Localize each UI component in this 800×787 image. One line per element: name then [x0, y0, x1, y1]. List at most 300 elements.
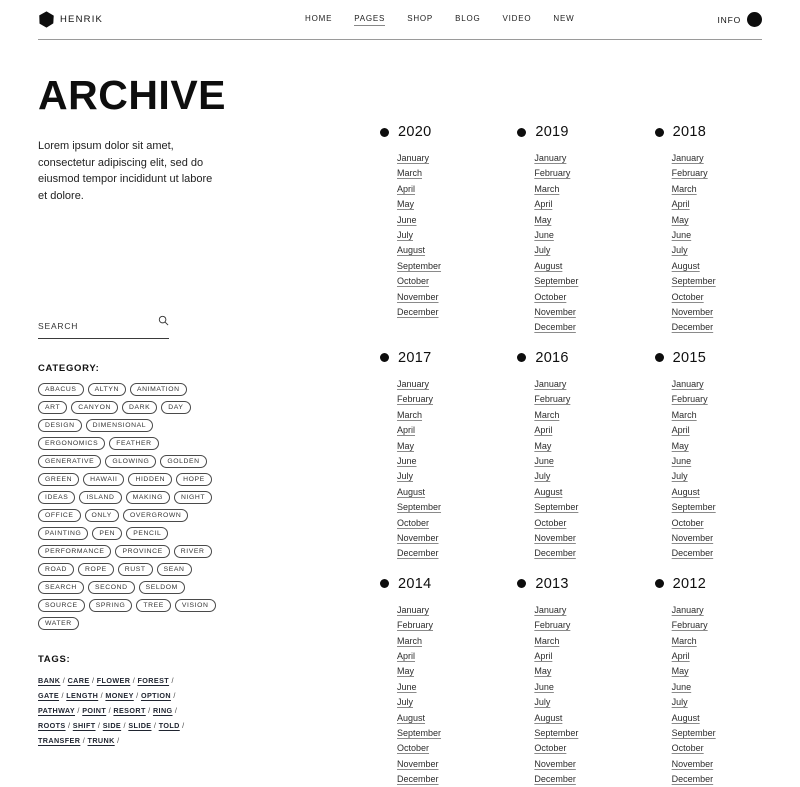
category-pill[interactable]: ONLY — [85, 509, 119, 522]
month-list — [534, 602, 624, 787]
month-list-item — [534, 304, 624, 319]
category-pill[interactable]: HOPE — [176, 473, 212, 486]
month-link-2012-march[interactable]: March — [671, 635, 697, 646]
month-link-2017-september[interactable]: September — [397, 502, 442, 513]
month-list-item — [534, 407, 624, 422]
month-link-2019-september[interactable]: September — [534, 276, 579, 287]
category-pill[interactable]: RIVER — [174, 545, 212, 558]
month-link-2017-july[interactable]: July — [397, 471, 414, 482]
month-link-2014-april[interactable]: April — [397, 650, 416, 661]
month-list-item — [397, 227, 487, 242]
month-link-2020-march[interactable]: March — [397, 168, 423, 179]
year-block-2017 — [380, 350, 487, 561]
month-link-2020-october[interactable]: October — [397, 276, 430, 287]
tag-separator: / — [60, 676, 68, 685]
month-link-2016-june[interactable]: June — [534, 455, 554, 466]
category-pill[interactable]: NIGHT — [174, 491, 212, 504]
month-link-2015-january[interactable]: January — [671, 378, 704, 389]
month-link-2012-october[interactable]: October — [671, 743, 704, 754]
month-link-2018-october[interactable]: October — [671, 291, 704, 302]
month-list-item — [672, 227, 762, 242]
month-list-item — [397, 617, 487, 632]
month-list-item — [534, 648, 624, 663]
month-link-2013-january[interactable]: January — [534, 604, 567, 615]
month-list — [397, 376, 487, 561]
month-link-2012-june[interactable]: June — [671, 681, 692, 692]
category-pill[interactable]: CANYON — [71, 401, 118, 414]
month-link-2012-september[interactable]: September — [671, 728, 716, 738]
month-link-2018-january[interactable]: January — [671, 153, 704, 163]
nav-item-shop[interactable]: SHOP — [407, 14, 434, 23]
month-list-item — [397, 438, 487, 453]
search-box — [38, 316, 169, 339]
month-list-item — [672, 740, 762, 755]
category-pill[interactable]: WATER — [38, 617, 79, 630]
month-list-item — [534, 679, 624, 694]
month-link-2019-june[interactable]: June — [534, 230, 554, 241]
category-pill[interactable]: DESIGN — [38, 419, 82, 432]
month-link-2018-february[interactable]: February — [671, 168, 708, 179]
month-list-item — [534, 756, 624, 771]
month-link-2014-june[interactable]: June — [397, 681, 417, 692]
month-link-2013-may[interactable]: May — [534, 666, 552, 677]
tag-separator: / — [145, 706, 153, 715]
month-list-item — [672, 258, 762, 273]
tag-separator: / — [95, 721, 103, 730]
main-content — [0, 40, 800, 787]
month-list-item — [534, 663, 624, 678]
month-link-2012-april[interactable]: April — [671, 650, 690, 661]
month-link-2014-march[interactable]: March — [397, 635, 423, 646]
category-pill[interactable]: RUST — [118, 563, 153, 576]
month-list-item — [534, 484, 624, 499]
month-list-item — [397, 530, 487, 545]
category-pill[interactable]: VISION — [175, 599, 216, 612]
category-pill[interactable]: GLOWING — [105, 455, 156, 468]
category-pill[interactable]: DARK — [122, 401, 157, 414]
month-link-2017-february[interactable]: February — [397, 394, 434, 405]
month-list-item — [672, 150, 762, 165]
month-link-2017-december[interactable]: December — [397, 548, 439, 559]
month-list-item — [534, 740, 624, 755]
month-link-2014-february[interactable]: February — [397, 620, 434, 631]
month-link-2015-april[interactable]: April — [671, 425, 690, 436]
year-header — [517, 350, 624, 366]
month-link-2016-august[interactable]: August — [534, 486, 563, 497]
month-link-2016-january[interactable]: January — [534, 378, 567, 389]
info-button[interactable] — [717, 12, 762, 27]
month-link-2017-may[interactable]: May — [397, 440, 415, 451]
tag-link[interactable]: POINT — [82, 706, 107, 715]
month-link-2020-december[interactable]: December — [397, 307, 439, 318]
month-list-item — [534, 545, 624, 560]
category-pill[interactable]: ROAD — [38, 563, 74, 576]
bullet-icon — [380, 128, 389, 137]
info-dot-icon — [747, 12, 762, 27]
month-list-item — [397, 258, 487, 273]
month-link-2012-february[interactable]: February — [671, 620, 708, 631]
month-link-2016-april[interactable]: April — [534, 425, 553, 436]
month-list-item — [672, 165, 762, 180]
month-list-item — [397, 602, 487, 617]
month-list-item — [397, 376, 487, 391]
category-pill[interactable]: ROPE — [78, 563, 114, 576]
year-header — [655, 350, 762, 366]
month-link-2017-november[interactable]: November — [397, 532, 439, 543]
month-list-item — [397, 422, 487, 437]
category-pill[interactable]: ANIMATION — [130, 383, 187, 396]
logo[interactable] — [38, 11, 103, 28]
month-link-2013-april[interactable]: April — [534, 650, 553, 661]
month-link-2013-july[interactable]: July — [534, 697, 551, 708]
month-list-item — [397, 499, 487, 514]
month-list-item — [672, 648, 762, 663]
month-list-item — [397, 633, 487, 648]
month-list-item — [397, 725, 487, 740]
year-block-2019 — [517, 124, 624, 335]
month-list-item — [672, 710, 762, 725]
year-label: 2014 — [398, 575, 432, 592]
month-link-2020-june[interactable]: June — [397, 214, 417, 225]
month-link-2018-may[interactable]: May — [671, 214, 689, 225]
month-list-item — [534, 212, 624, 227]
month-link-2015-november[interactable]: November — [671, 532, 714, 543]
month-link-2013-november[interactable]: November — [534, 758, 576, 769]
year-label: 2019 — [535, 124, 569, 140]
category-pill[interactable]: FEATHER — [109, 437, 158, 450]
month-link-2019-february[interactable]: February — [534, 168, 571, 179]
month-list-item — [672, 694, 762, 709]
category-pill[interactable]: HIDDEN — [128, 473, 172, 486]
month-link-2019-december[interactable]: December — [534, 322, 576, 333]
category-pill[interactable]: PENCIL — [126, 527, 168, 540]
month-link-2014-july[interactable]: July — [397, 697, 414, 708]
month-list-item — [534, 319, 624, 334]
category-pill[interactable]: ABACUS — [38, 383, 84, 396]
tag-link[interactable]: BANK — [38, 676, 61, 685]
tag-separator: / — [59, 691, 67, 700]
month-link-2013-march[interactable]: March — [534, 635, 560, 646]
month-link-2020-july[interactable]: July — [397, 230, 414, 241]
month-list-item — [397, 515, 487, 530]
month-link-2016-december[interactable]: December — [534, 548, 576, 559]
month-link-2019-may[interactable]: May — [534, 214, 552, 225]
month-link-2017-january[interactable]: January — [397, 378, 430, 389]
month-list-item — [672, 771, 762, 786]
month-list-item — [672, 679, 762, 694]
month-list-item — [534, 694, 624, 709]
month-link-2016-february[interactable]: February — [534, 394, 571, 405]
month-link-2015-june[interactable]: June — [671, 455, 692, 466]
month-list-item — [397, 273, 487, 288]
category-pill[interactable]: ALTYN — [88, 383, 126, 396]
category-label: CATEGORY: — [38, 363, 100, 374]
tag-link[interactable]: MONEY — [105, 691, 134, 700]
category-pill[interactable]: MAKING — [126, 491, 170, 504]
month-list-item — [672, 304, 762, 319]
tag-link[interactable]: CARE — [67, 676, 90, 685]
month-list-item — [534, 242, 624, 257]
category-pill[interactable]: DIMENSIONAL — [86, 419, 153, 432]
month-link-2015-august[interactable]: August — [671, 486, 700, 497]
year-header — [517, 124, 624, 140]
category-pill[interactable]: ART — [38, 401, 67, 414]
month-link-2012-august[interactable]: August — [671, 712, 700, 723]
tag-separator: / — [133, 691, 141, 700]
month-list-item — [672, 468, 762, 483]
tag-link[interactable]: GATE — [38, 691, 60, 700]
category-pill[interactable]: SPRING — [89, 599, 133, 612]
bullet-icon — [655, 353, 664, 362]
month-link-2020-april[interactable]: April — [397, 183, 416, 194]
month-list-item — [534, 273, 624, 288]
month-link-2020-august[interactable]: August — [397, 245, 426, 256]
info-label: INFO — [717, 14, 741, 25]
month-list-item — [534, 633, 624, 648]
month-list-item — [534, 196, 624, 211]
month-link-2017-april[interactable]: April — [397, 425, 416, 436]
month-list-item — [397, 242, 487, 257]
month-link-2015-september[interactable]: September — [671, 502, 716, 513]
month-link-2018-june[interactable]: June — [671, 230, 692, 241]
year-label: 2012 — [672, 575, 707, 592]
category-pill[interactable]: PERFORMANCE — [38, 545, 111, 558]
month-link-2018-november[interactable]: November — [671, 307, 714, 318]
month-link-2020-may[interactable]: May — [397, 199, 415, 210]
tag-link[interactable]: TRUNK — [87, 736, 115, 745]
month-list-item — [534, 515, 624, 530]
month-list-item — [397, 710, 487, 725]
bullet-icon — [517, 579, 526, 588]
month-link-2015-december[interactable]: December — [671, 548, 714, 559]
nav-item-home[interactable]: HOME — [305, 14, 333, 23]
year-label: 2020 — [398, 124, 432, 140]
year-label: 2015 — [672, 349, 707, 366]
month-link-2014-august[interactable]: August — [397, 712, 426, 723]
month-link-2015-may[interactable]: May — [671, 440, 689, 451]
month-link-2017-march[interactable]: March — [397, 409, 423, 420]
month-link-2019-july[interactable]: July — [534, 245, 551, 256]
month-list-item — [397, 756, 487, 771]
month-list-item — [534, 499, 624, 514]
category-pill[interactable]: OFFICE — [38, 509, 81, 522]
tag-link[interactable]: LENGTH — [66, 691, 99, 700]
tag-separator: / — [130, 676, 138, 685]
month-link-2017-august[interactable]: August — [397, 486, 426, 497]
month-list-item — [397, 663, 487, 678]
month-link-2016-may[interactable]: May — [534, 440, 552, 451]
month-list-item — [672, 438, 762, 453]
month-link-2020-september[interactable]: September — [397, 260, 442, 271]
month-link-2018-august[interactable]: August — [671, 260, 700, 271]
month-link-2016-july[interactable]: July — [534, 471, 551, 482]
month-list-item — [534, 376, 624, 391]
category-pill[interactable]: DAY — [161, 401, 190, 414]
month-link-2012-may[interactable]: May — [671, 666, 689, 677]
month-link-2020-january[interactable]: January — [397, 153, 430, 163]
category-pill[interactable]: SECOND — [88, 581, 135, 594]
month-link-2015-march[interactable]: March — [671, 409, 697, 420]
page-title: ARCHIVE — [38, 72, 227, 118]
month-list-item — [397, 679, 487, 694]
month-link-2013-december[interactable]: December — [534, 774, 576, 785]
month-list-item — [397, 694, 487, 709]
category-pill[interactable]: SEAN — [157, 563, 192, 576]
month-list-item — [397, 150, 487, 165]
month-list-item — [672, 530, 762, 545]
month-link-2015-october[interactable]: October — [671, 517, 704, 528]
category-pill[interactable]: ERGONOMICS — [38, 437, 105, 450]
month-link-2014-december[interactable]: December — [397, 774, 439, 785]
month-list-item — [534, 617, 624, 632]
year-header — [380, 576, 487, 592]
month-list-item — [534, 289, 624, 304]
month-link-2018-december[interactable]: December — [671, 322, 714, 333]
month-link-2019-april[interactable]: April — [534, 199, 553, 210]
month-link-2019-august[interactable]: August — [534, 260, 563, 271]
month-link-2019-march[interactable]: March — [534, 183, 560, 194]
month-link-2013-september[interactable]: September — [534, 728, 579, 738]
month-list-item — [672, 242, 762, 257]
month-list-item — [672, 453, 762, 468]
month-list-item — [397, 648, 487, 663]
month-link-2014-january[interactable]: January — [397, 604, 430, 615]
month-link-2018-march[interactable]: March — [671, 183, 697, 194]
month-list-item — [672, 633, 762, 648]
category-pill[interactable]: ISLAND — [79, 491, 121, 504]
year-header — [380, 350, 487, 366]
month-link-2012-november[interactable]: November — [671, 758, 714, 769]
tag-link[interactable]: SHIFT — [72, 721, 96, 730]
month-link-2012-december[interactable]: December — [671, 774, 714, 785]
tag-link[interactable]: OPTION — [140, 691, 171, 700]
month-list-item — [397, 212, 487, 227]
category-pill[interactable]: PAINTING — [38, 527, 88, 540]
bullet-icon — [380, 579, 389, 588]
category-pill-list — [38, 383, 216, 630]
nav-item-video[interactable]: VIDEO — [502, 14, 532, 23]
category-pill[interactable]: GENERATIVE — [38, 455, 101, 468]
year-header — [655, 124, 762, 140]
month-list-item — [534, 530, 624, 545]
month-link-2013-june[interactable]: June — [534, 681, 554, 692]
category-pill[interactable]: GOLDEN — [160, 455, 206, 468]
year-block-2018 — [655, 124, 762, 335]
month-list-item — [397, 484, 487, 499]
month-link-2017-october[interactable]: October — [397, 517, 430, 528]
month-list-item — [672, 273, 762, 288]
month-link-2020-november[interactable]: November — [397, 291, 439, 302]
search-input[interactable] — [38, 321, 148, 331]
month-link-2012-january[interactable]: January — [671, 604, 704, 615]
tag-link[interactable]: PATHWAY — [38, 706, 76, 715]
category-pill[interactable]: GREEN — [38, 473, 79, 486]
month-link-2014-october[interactable]: October — [397, 743, 430, 754]
month-link-2016-september[interactable]: September — [534, 502, 579, 513]
month-list-item — [534, 453, 624, 468]
category-pill[interactable]: TREE — [136, 599, 171, 612]
month-link-2014-september[interactable]: September — [397, 728, 442, 738]
month-list — [397, 150, 487, 319]
category-pill[interactable]: SOURCE — [38, 599, 85, 612]
month-link-2019-october[interactable]: October — [534, 291, 567, 302]
category-pill[interactable]: PEN — [92, 527, 122, 540]
month-link-2016-november[interactable]: November — [534, 532, 576, 543]
tag-separator: / — [121, 721, 129, 730]
tag-link[interactable]: RESORT — [113, 706, 146, 715]
month-link-2015-july[interactable]: July — [671, 471, 688, 482]
category-pill[interactable]: IDEAS — [38, 491, 75, 504]
month-link-2013-august[interactable]: August — [534, 712, 563, 723]
month-link-2012-july[interactable]: July — [671, 697, 688, 708]
month-list-item — [397, 771, 487, 786]
month-list-item — [672, 545, 762, 560]
header — [38, 0, 762, 40]
month-link-2016-october[interactable]: October — [534, 517, 567, 528]
month-link-2017-june[interactable]: June — [397, 455, 417, 466]
month-link-2016-march[interactable]: March — [534, 409, 560, 420]
month-list — [672, 376, 762, 561]
tag-link[interactable]: RING — [152, 706, 173, 715]
month-link-2014-may[interactable]: May — [397, 666, 415, 677]
logo-text: HENRIK — [60, 14, 104, 25]
tag-link[interactable]: ROOTS — [38, 721, 66, 730]
tag-link[interactable]: TRANSFER — [38, 736, 81, 745]
tag-link[interactable]: FLOWER — [96, 676, 131, 685]
month-link-2013-october[interactable]: October — [534, 743, 567, 754]
nav-item-blog[interactable]: BLOG — [455, 14, 481, 23]
month-link-2015-february[interactable]: February — [671, 394, 708, 405]
month-link-2019-november[interactable]: November — [534, 307, 576, 318]
month-list-item — [672, 196, 762, 211]
category-pill[interactable]: SELDOM — [139, 581, 185, 594]
month-list-item — [534, 725, 624, 740]
month-link-2014-november[interactable]: November — [397, 758, 439, 769]
tag-link[interactable]: FOREST — [137, 676, 170, 685]
month-list-item — [397, 304, 487, 319]
month-list-item — [397, 196, 487, 211]
category-pill[interactable]: HAWAII — [83, 473, 124, 486]
category-pill[interactable]: PROVINCE — [115, 545, 169, 558]
tag-link[interactable]: TOLD — [158, 721, 180, 730]
category-pill[interactable]: SEARCH — [38, 581, 84, 594]
category-pill[interactable]: OVERGROWN — [123, 509, 188, 522]
nav-item-new[interactable]: NEW — [553, 14, 575, 23]
page-description: Lorem ipsum dolor sit amet, consectetur adipiscing elit, sed do eiusmod tempor incididunt ut labore et dolore. — [38, 140, 213, 202]
tags-label: TAGS: — [38, 654, 71, 665]
nav-item-pages[interactable]: PAGES — [354, 14, 385, 26]
month-list-item — [534, 391, 624, 406]
tag-link[interactable]: SLIDE — [128, 721, 152, 730]
month-link-2013-february[interactable]: February — [534, 620, 571, 631]
month-list-item — [672, 391, 762, 406]
month-list-item — [397, 545, 487, 560]
month-link-2018-september[interactable]: September — [671, 276, 716, 287]
month-list-item — [672, 602, 762, 617]
search-icon[interactable] — [158, 315, 169, 326]
month-link-2018-july[interactable]: July — [671, 245, 688, 256]
month-link-2019-january[interactable]: January — [534, 153, 567, 163]
hexagon-logo-icon — [38, 11, 55, 28]
tag-list — [38, 673, 196, 748]
month-link-2018-april[interactable]: April — [671, 199, 690, 210]
year-block-2014 — [380, 576, 487, 787]
year-label: 2017 — [398, 349, 432, 366]
year-block-2020 — [380, 124, 487, 335]
tag-link[interactable]: SIDE — [102, 721, 122, 730]
archive-years-grid — [380, 124, 762, 787]
month-list-item — [672, 212, 762, 227]
